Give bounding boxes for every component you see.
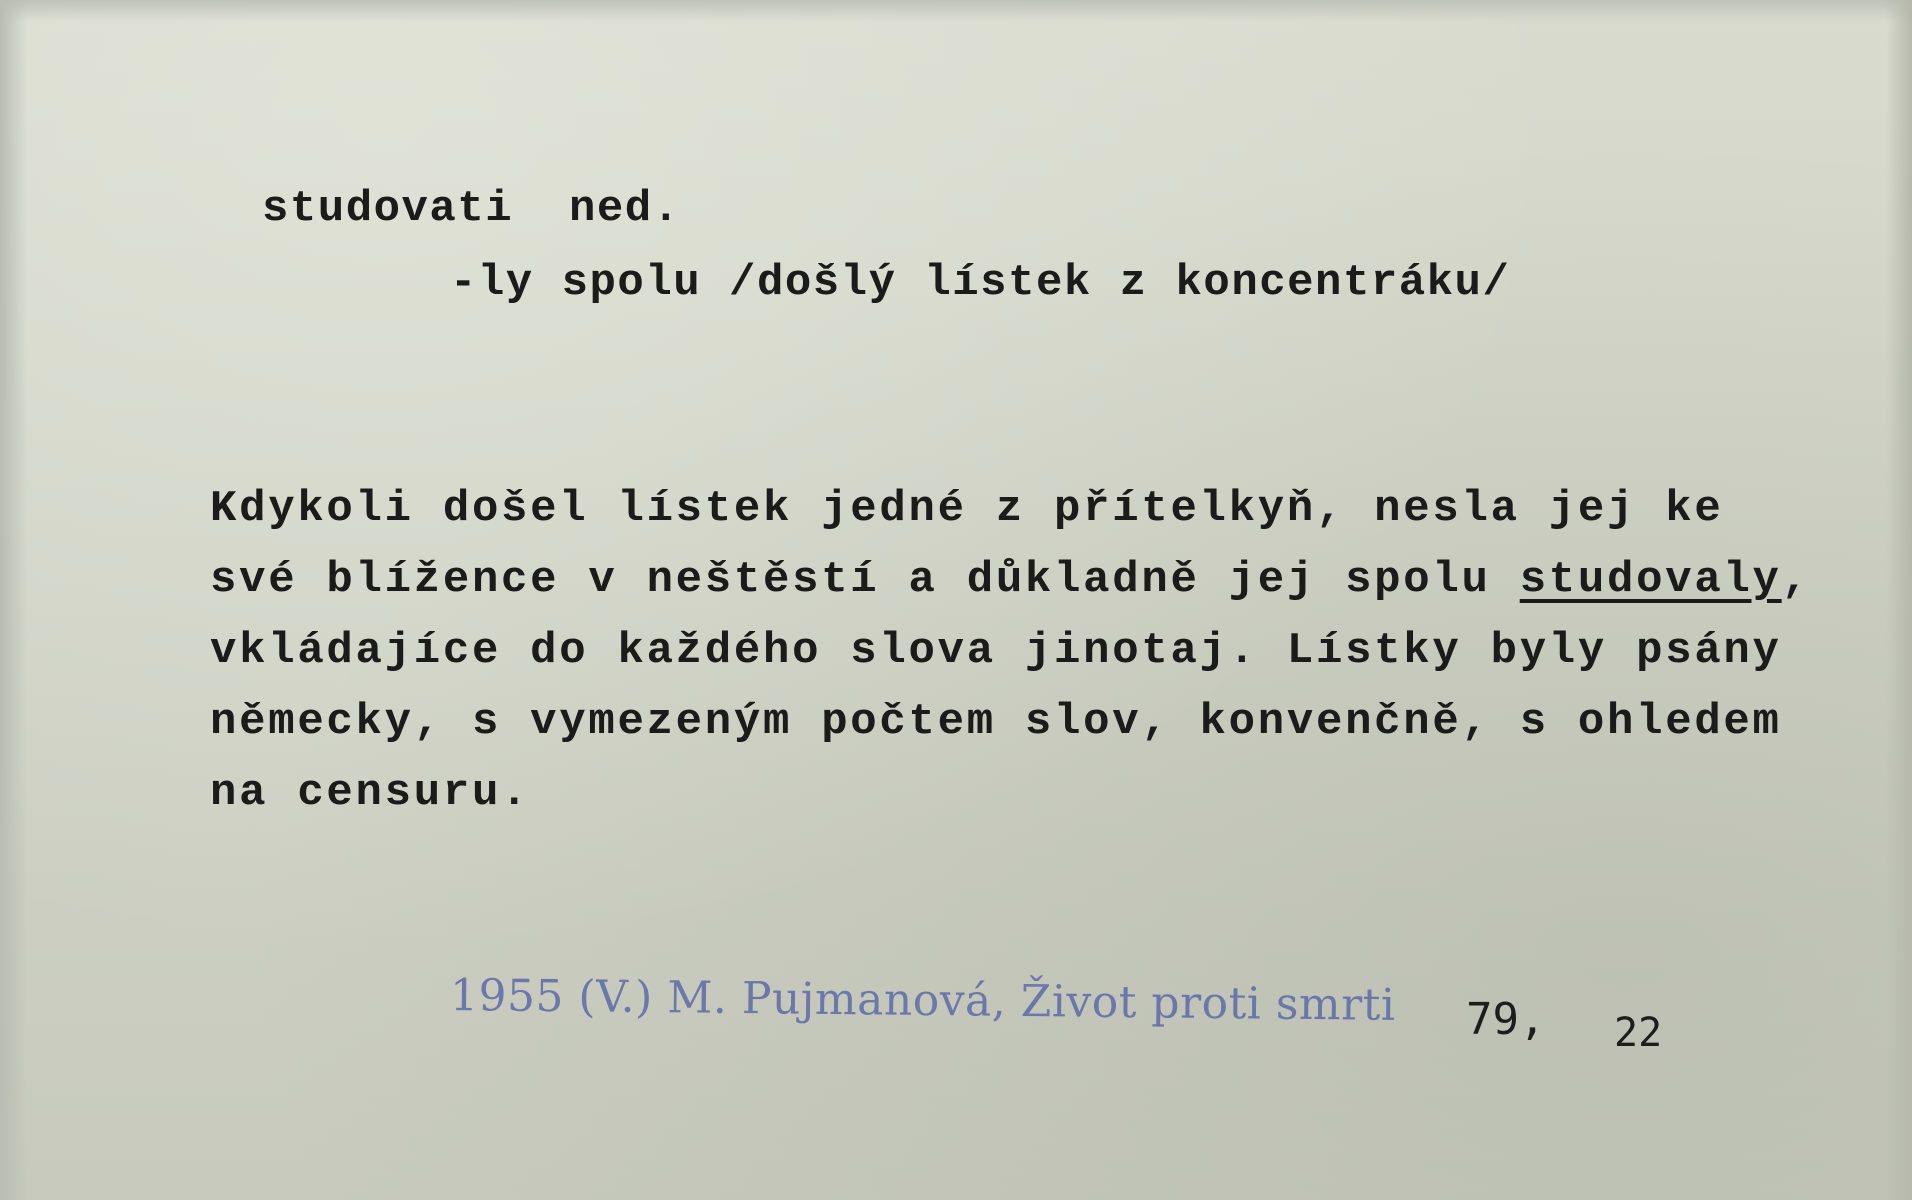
quotation-text: , xyxy=(1781,555,1811,605)
headword: studovati ned. xyxy=(262,184,681,234)
card-left-edge xyxy=(0,0,28,1200)
subentry: -ly spolu /došlý lístek z koncentráku/ xyxy=(450,258,1511,308)
line-number: 22 xyxy=(1614,1010,1663,1056)
quotation-line xyxy=(210,545,1890,616)
quotation xyxy=(210,474,1890,829)
page-number: 79, xyxy=(1466,994,1546,1045)
quotation-text: své blížence v neštěstí a důkladně jej spolu xyxy=(210,555,1520,605)
card-top-edge xyxy=(0,0,1912,22)
quotation-line: německy, s vymezeným počtem slov, konvenčně, s ohledem xyxy=(210,697,1782,747)
quotation-line: Kdykoli došel lístek jedné z přítelkyň, nesla jej ke xyxy=(210,484,1724,534)
underlined-keyword: studovaly xyxy=(1519,555,1782,605)
source-stamp: 1955 (V.) M. Pujmanová, Život proti smrti xyxy=(449,970,1396,1031)
quotation-line: vkládajíce do každého slova jinotaj. Lístky byly psány xyxy=(210,626,1782,676)
quotation-line: na censuru. xyxy=(210,768,531,818)
